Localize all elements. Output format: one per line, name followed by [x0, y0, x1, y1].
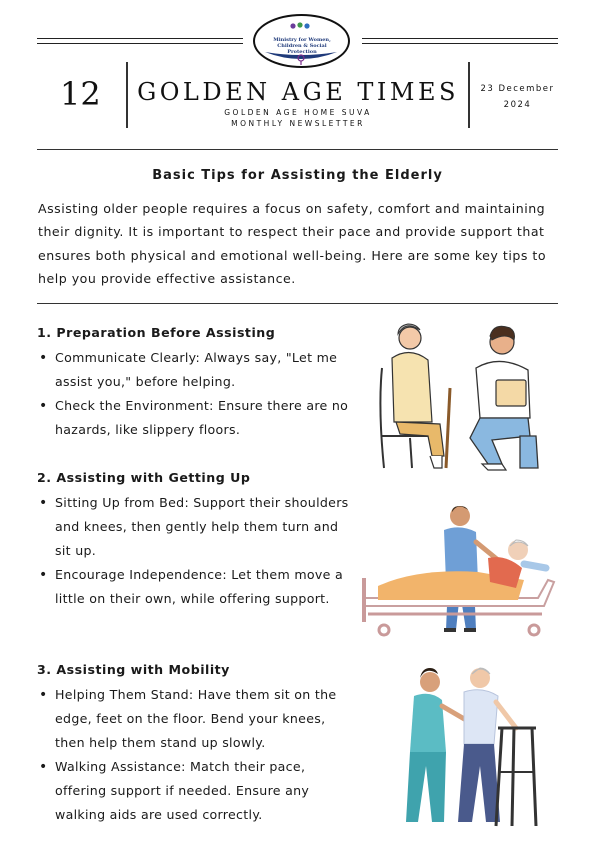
- divider-left: [126, 62, 128, 128]
- list-item: • Helping Them Stand: Have them sit on the edge, feet on the floor. Bend your knees, then help them stand up slowly.: [37, 683, 355, 755]
- caregiver-helping-walker-icon: [380, 662, 550, 832]
- subtitle-line-1: GOLDEN AGE HOME SUVA: [224, 108, 372, 117]
- list-item: • Sitting Up from Bed: Support their shoulders and knees, then gently help them turn and sit up.: [37, 491, 355, 563]
- caregiver-with-bed-patient-icon: [358, 502, 558, 642]
- article-intro: Assisting older people requires a focus on safety, comfort and maintaining their dignity. It is important to respect their pace and provide support that ensures both physical and emotional well-being. Here are some key tips to help you provide effective assistance.: [38, 201, 547, 287]
- date-line-2: 2024: [503, 100, 532, 110]
- section-1-heading: 1. Preparation Before Assisting: [37, 325, 276, 340]
- section-1-list: [37, 346, 355, 442]
- list-item: • Encourage Independence: Let them move a little on their own, while offering support.: [37, 563, 355, 611]
- intro-bottom-rule: [37, 303, 558, 304]
- list-item: • Walking Assistance: Match their pace, offering support if needed. Ensure any walking aids are used correctly.: [37, 755, 355, 827]
- issue-number: 12: [60, 75, 101, 113]
- elderly-seated-with-caregiver-icon: [370, 318, 565, 478]
- date-line-1: 23 December: [480, 84, 555, 94]
- section-3-heading: 3. Assisting with Mobility: [37, 662, 230, 677]
- article-title: Basic Tips for Assisting the Elderly: [152, 168, 443, 183]
- list-item: • Check the Environment: Ensure there are no hazards, like slippery floors.: [37, 394, 355, 442]
- logo-text: Ministry for Women, Children & Social Protection: [273, 37, 331, 55]
- divider-right: [468, 62, 470, 128]
- section-2-heading: 2. Assisting with Getting Up: [37, 470, 251, 485]
- subtitle-line-2: MONTHLY NEWSLETTER: [231, 119, 365, 128]
- header-bottom-rule: [37, 149, 558, 150]
- list-item: • Communicate Clearly: Always say, "Let me assist you," before helping.: [37, 346, 355, 394]
- ministry-logo: [253, 14, 350, 68]
- header-rule-left: [37, 38, 243, 44]
- section-2-list: [37, 491, 355, 611]
- header-rule-right: [362, 38, 558, 44]
- newsletter-title: GOLDEN AGE TIMES: [137, 78, 459, 106]
- section-3-list: [37, 683, 355, 827]
